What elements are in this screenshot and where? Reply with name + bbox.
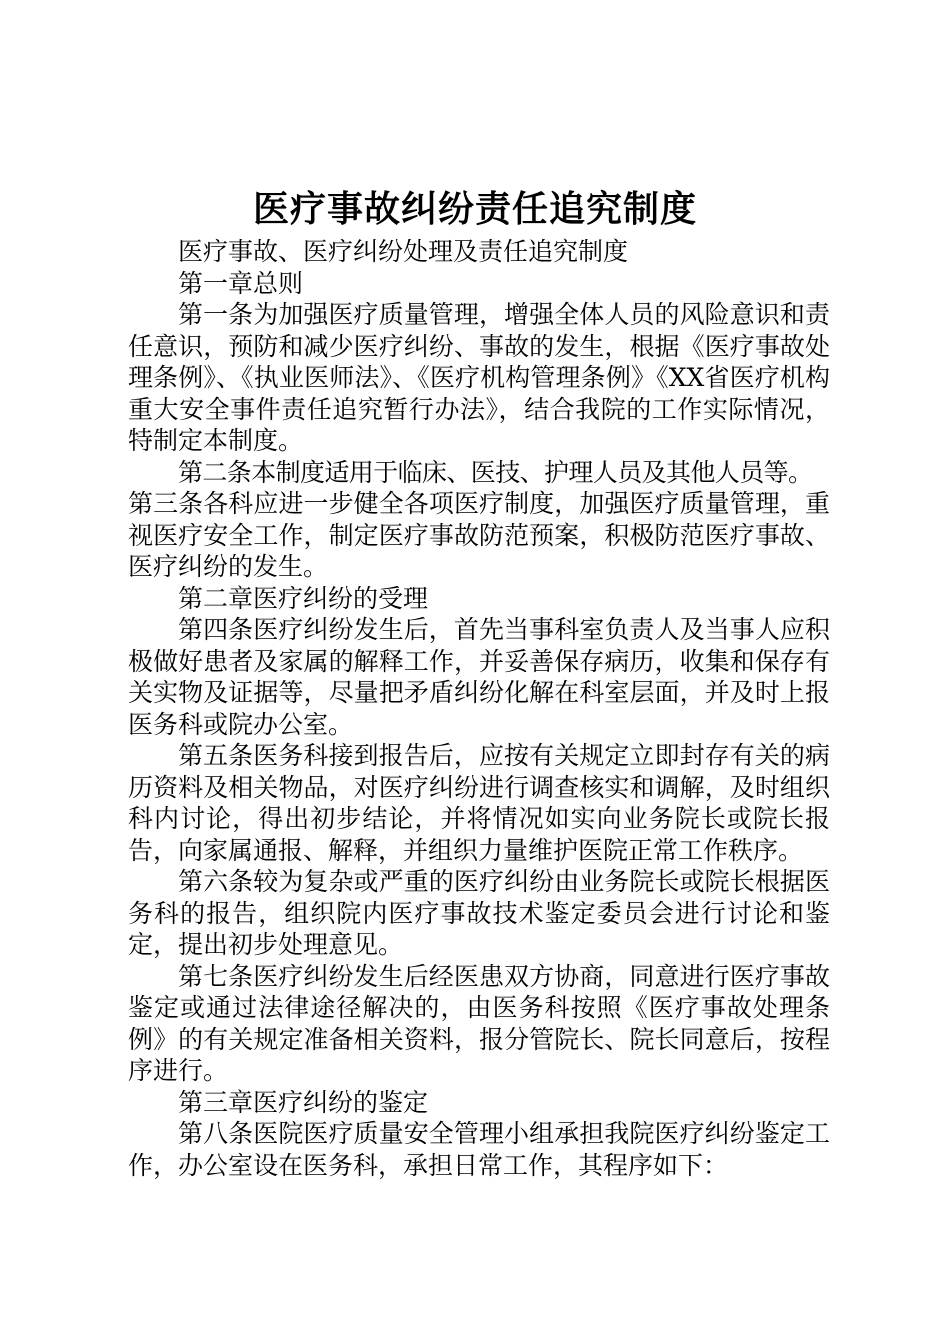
article-4: 第四条医疗纠纷发生后，首先当事科室负责人及当事人应积极做好患者及家属的解释工作，并妥善保存病历，收集和保存有关实物及证据等，尽量把矛盾纠纷化解在科室层面，并及时上报医务科或院办公室。: [128, 615, 830, 739]
article-7: 第七条医疗纠纷发生后经医患双方协商，同意进行医疗事故鉴定或通过法律途径解决的，由医务科按照《医疗事故处理条例》的有关规定准备相关资料，报分管院长、院长同意后，按程序进行。: [128, 961, 830, 1085]
paragraph-subtitle: 医疗事故、医疗纠纷处理及责任追究制度: [178, 237, 629, 266]
article-2: 第二条本制度适用于临床、医技、护理人员及其他人员等。: [178, 457, 813, 487]
article-5: 第五条医务科接到报告后，应按有关规定立即封存有关的病历资料及相关物品，对医疗纠纷进行调查核实和调解，及时组织科内讨论，得出初步结论，并将情况如实向业务院长或院长报告，向家属通报、解释，并组织力量维护医院正常工作秩序。: [128, 741, 830, 865]
article-8: 第八条医院医疗质量安全管理小组承担我院医疗纠纷鉴定工作，办公室设在医务科，承担日常工作，其程序如下：: [128, 1119, 830, 1180]
article-6: 第六条较为复杂或严重的医疗纠纷由业务院长或院长根据医务科的报告，组织院内医疗事故技术鉴定委员会进行讨论和鉴定，提出初步处理意见。: [128, 867, 830, 959]
article-1: 第一条为加强医疗质量管理，增强全体人员的风险意识和责任意识，预防和减少医疗纠纷、事故的发生，根据《医疗事故处理条例》、《执业医师法》、《医疗机构管理条例》《XX省医疗机构重大安全事件责任追究暂行办法》，结合我院的工作实际情况，特制定本制度。: [128, 300, 830, 455]
document-body: [128, 236, 830, 1181]
chapter-heading-1: 第一章总则: [178, 268, 304, 298]
document-title: 医疗事故纠纷责任追究制度: [252, 188, 697, 230]
article-3: 第三条各科应进一步健全各项医疗制度，加强医疗质量管理，重视医疗安全工作，制定医疗事故防范预案，积极防范医疗事故、医疗纠纷的发生。: [128, 489, 830, 581]
chapter-heading-3: 第三章医疗纠纷的鉴定: [178, 1087, 429, 1117]
chapter-heading-2: 第二章医疗纠纷的受理: [178, 583, 429, 613]
